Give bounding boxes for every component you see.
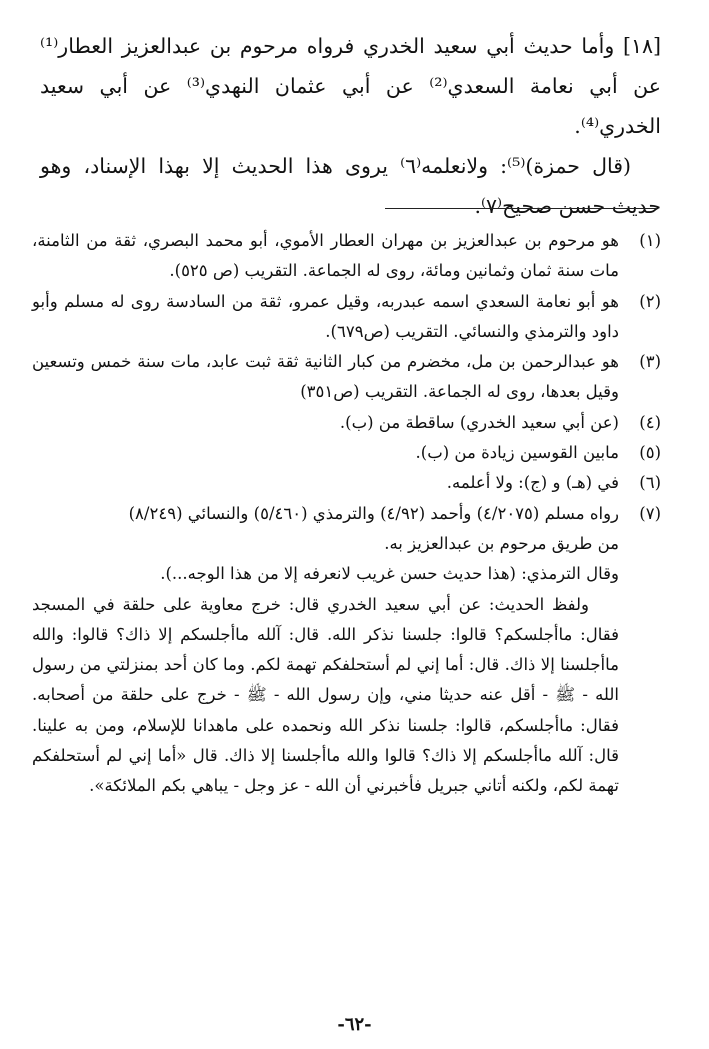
footnote-number: (١) bbox=[639, 231, 661, 250]
footnote-text: هو مرحوم بن عبدالعزيز بن مهران العطار الأموي، أبو محمد البصري، ثقة من الثامنة، مات سنة ثمان وثمانين ومائة، روى له الجماعة. التقريب (ص ٥٢٥). bbox=[32, 231, 619, 281]
footnote-text bbox=[32, 499, 619, 560]
footnote-number: (٤) bbox=[639, 412, 661, 432]
footnote-text: في (هـ) و (ج): ولا أعلمه. bbox=[446, 473, 619, 493]
footnote-number: (٦) bbox=[639, 473, 661, 493]
footnote-text: مابين القوسين زيادة من (ب). bbox=[415, 443, 619, 463]
footnote-line: من طريق مرحوم بن عبدالعزيز به. bbox=[384, 533, 619, 553]
footnote-4 bbox=[32, 408, 661, 438]
tirmidhi-quote: وقال الترمذي: (هذا حديث حسن غريب لانعرفه إلا من هذا الوجه...). bbox=[160, 564, 619, 584]
footnote-6 bbox=[32, 468, 661, 498]
footnotes bbox=[32, 226, 661, 802]
footnote-2 bbox=[32, 287, 661, 348]
footnote-text: هو عبدالرحمن بن مل، مخضرم من كبار الثانية ثقة ثبت عابد، مات سنة خمس وتسعين وقيل بعدها، روى له الجماعة. التقريب (ص٣٥١) bbox=[32, 352, 619, 402]
footnote-separator bbox=[385, 208, 657, 209]
hamza-comment-paragraph: (قال حمزة)⁽⁵⁾: ولانعلمه⁽٦⁾ يروى هذا الحديث إلا بهذا الإسناد، وهو حديث حسن صحيح⁽٧⁾. bbox=[40, 154, 661, 218]
footnote-number: (٢) bbox=[639, 291, 661, 311]
hadith-text: ولفظ الحديث: عن أبي سعيد الخدري قال: خرج معاوية على حلقة في المسجد فقال: ماأجلسكم؟ قالوا: جلسنا نذكر الله. قال: آلله ماأجلسكم إلا ذاك؟ قالوا: والله ماأجلسنا إلا ذاك. قال: أما إني لم أستحلفكم تهمة لكم. وما كان أحد بمنزلتي من رسول الله - ﷺ - أقل عنه حديثا مني، وإن رسول الله - ﷺ - خرج على حلقة من أصحابه. فقال: ماأجلسكم، قالوا: جلسنا نذكر الله ونحمده على ماهدانا للإسلام، ومن به علينا. قال: آلله ماأجلسكم إلا ذاك؟ قالوا والله ماأجلسنا إلا ذاك. قال «أما إني لم أستحلفكم تهمة لكم، ولكنه أتاني جبريل فأخبرني أن الله - عز وجل - يباهي بكم الملائكة». bbox=[32, 594, 619, 796]
footnote-1 bbox=[32, 226, 661, 287]
footnote-7 bbox=[32, 499, 661, 560]
footnote-3 bbox=[32, 347, 661, 408]
footnote-5 bbox=[32, 438, 661, 468]
footnote-number: (٥) bbox=[639, 443, 661, 463]
footnote-text: هو أبو نعامة السعدي اسمه عبدربه، وقيل عمرو، ثقة من السادسة روى له مسلم وأبو داود والترمذي والنسائي. التقريب (ص٦٧٩). bbox=[32, 291, 619, 341]
page-number: -٦٢- bbox=[337, 1014, 372, 1035]
footnote-number: (٣) bbox=[639, 352, 661, 372]
footnote-line: رواه مسلم (٤/٢٠٧٥) وأحمد (٤/٩٢) والترمذي (٥/٤٦٠) والنسائي (٨/٢٤٩) bbox=[128, 503, 619, 523]
footnote-number: (٧) bbox=[639, 503, 661, 523]
footnote-text: (عن أبي سعيد الخدري) ساقطة من (ب). bbox=[339, 412, 619, 432]
hadith-18-paragraph: [١٨] وأما حديث أبي سعيد الخدري فرواه مرحوم بن عبدالعزيز العطار⁽¹⁾ عن أبي نعامة السعدي⁽²⁾ عن أبي عثمان النهدي⁽³⁾ عن أبي سعيد الخدري⁽⁴⁾. bbox=[40, 34, 662, 138]
main-text bbox=[40, 26, 661, 226]
